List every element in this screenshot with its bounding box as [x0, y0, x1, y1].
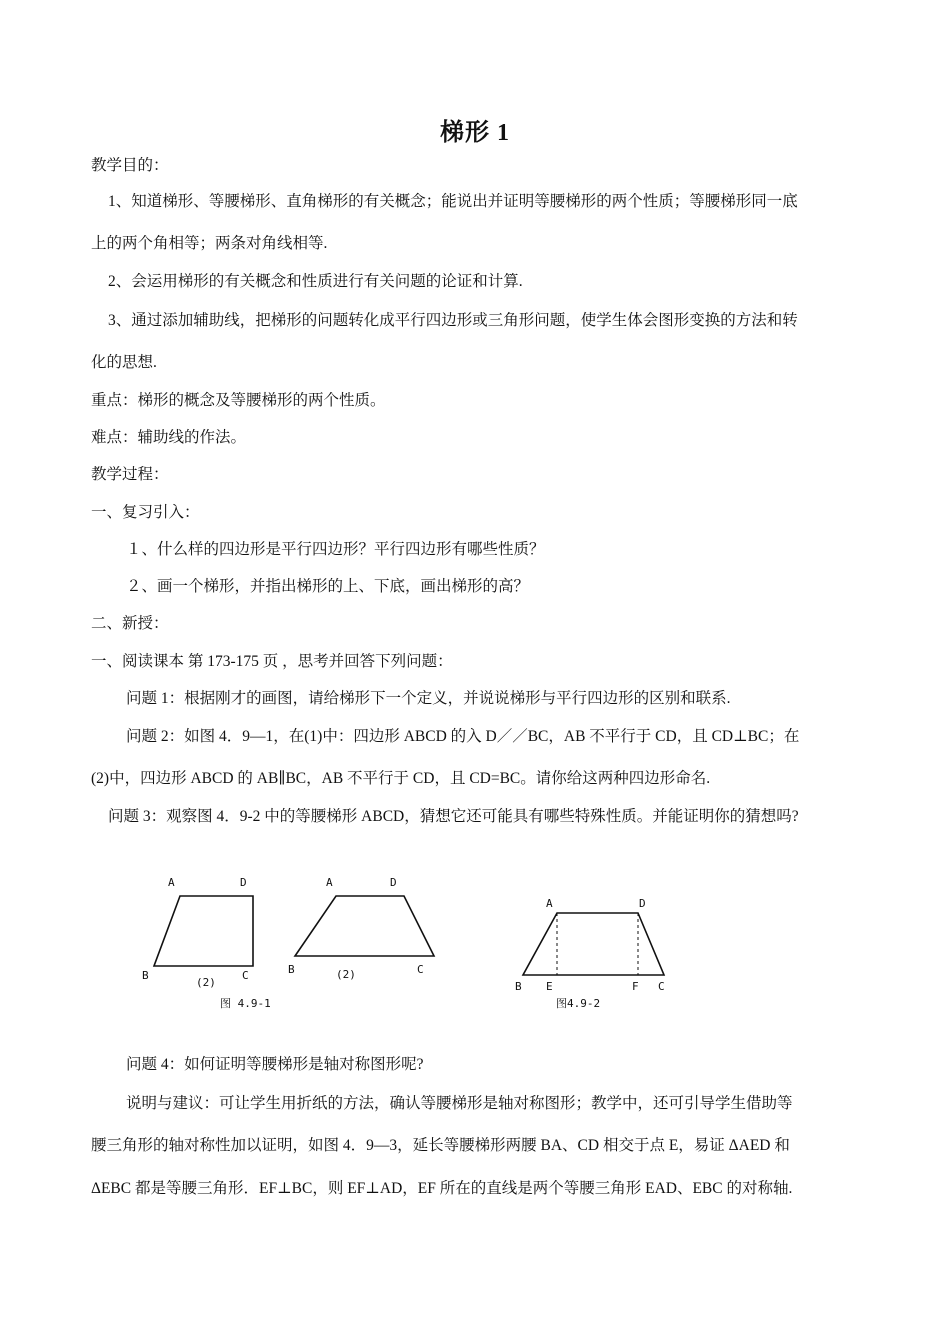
label-b: B: [288, 963, 295, 976]
geometry-figures: [0, 860, 950, 1020]
label-d: D: [390, 876, 397, 889]
label-a: A: [168, 876, 175, 889]
right-trapezoid-shape: [154, 896, 253, 966]
review-question-1: １、什么样的四边形是平行四边形？平行四边形有哪些性质？: [126, 541, 545, 558]
note-line-1: 说明与建议：可让学生用折纸的方法，确认等腰梯形是轴对称图形；教学中，还可引导学生借助等: [126, 1095, 793, 1112]
figure-4-9-2-trapezoid: [515, 897, 665, 993]
objectives-heading: 教学目的：: [91, 157, 169, 174]
figure-4-9-2-caption: 图4.9-2: [556, 997, 601, 1010]
label-e: E: [546, 980, 553, 993]
objective-3-line-2: 化的思想.: [91, 354, 157, 371]
question-2-line-1: 问题 2：如图 4．9—1，在(1)中：四边形 ABCD 的入 D／／BC，AB 不平行于 CD，且 CD⊥BC；在: [126, 728, 800, 745]
label-d: D: [240, 876, 247, 889]
sub-label: (2): [196, 976, 216, 989]
process-heading: 教学过程：: [91, 466, 169, 483]
key-point: 重点：梯形的概念及等腰梯形的两个性质。: [91, 392, 386, 409]
figure-4-9-1-caption: 图 4.9-1: [220, 997, 271, 1010]
difficulty-point: 难点：辅助线的作法。: [91, 429, 247, 446]
note-line-2: 腰三角形的轴对称性加以证明，如图 4．9—3，延长等腰梯形两腰 BA、CD 相交于点 E，易证 ΔAED 和: [91, 1137, 790, 1154]
page-title: 梯形 1: [440, 120, 510, 146]
objective-1-line-2: 上的两个角相等；两条对角线相等.: [91, 235, 328, 252]
objective-3-line-1: 3、通过添加辅助线，把梯形的问题转化成平行四边形或三角形问题，使学生体会图形变换的方法和转: [108, 312, 798, 329]
label-a: A: [546, 897, 553, 910]
question-2-line-2: (2)中，四边形 ABCD 的 AB∥BC，AB 不平行于 CD，且 CD=BC。请你给这两种四边形命名.: [91, 770, 711, 787]
objective-2: 2、会运用梯形的有关概念和性质进行有关问题的论证和计算.: [108, 273, 523, 290]
label-b: B: [515, 980, 522, 993]
isosceles-trapezoid-shape: [523, 913, 664, 975]
review-question-2: ２、画一个梯形，并指出梯形的上、下底，画出梯形的高？: [126, 578, 530, 595]
figure-area: [0, 860, 950, 1020]
label-c: C: [242, 969, 249, 982]
label-c: C: [658, 980, 665, 993]
question-3: 问题 3：观察图 4．9-2 中的等腰梯形 ABCD，猜想它还可能具有哪些特殊性质。并能证明你的猜想吗?: [108, 808, 799, 825]
reading-instruction: 一、阅读课本 第 173-175 页 ，思考并回答下列问题：: [91, 653, 453, 670]
label-a: A: [326, 876, 333, 889]
isosceles-trapezoid-shape: [295, 896, 434, 956]
label-f: F: [632, 980, 639, 993]
label-b: B: [142, 969, 149, 982]
question-4: 问题 4：如何证明等腰梯形是轴对称图形呢?: [126, 1056, 424, 1073]
label-d: D: [639, 897, 646, 910]
figure-4-9-1-right-trapezoid: [288, 876, 434, 981]
sub-label: (2): [336, 968, 356, 981]
note-line-3: ΔEBC 都是等腰三角形．EF⊥BC，则 EF⊥AD，EF 所在的直线是两个等腰三角形 EAD、EBC 的对称轴.: [91, 1180, 793, 1197]
objective-1-line-1: 1、知道梯形、等腰梯形、直角梯形的有关概念；能说出并证明等腰梯形的两个性质；等腰梯形同一底: [108, 193, 798, 210]
figure-4-9-1-left-trapezoid: [142, 876, 253, 989]
section-review-heading: 一、复习引入：: [91, 504, 200, 521]
section-new-heading: 二、新授：: [91, 615, 169, 632]
label-c: C: [417, 963, 424, 976]
question-1: 问题 1：根据刚才的画图，请给梯形下一个定义，并说说梯形与平行四边形的区别和联系.: [126, 690, 731, 707]
